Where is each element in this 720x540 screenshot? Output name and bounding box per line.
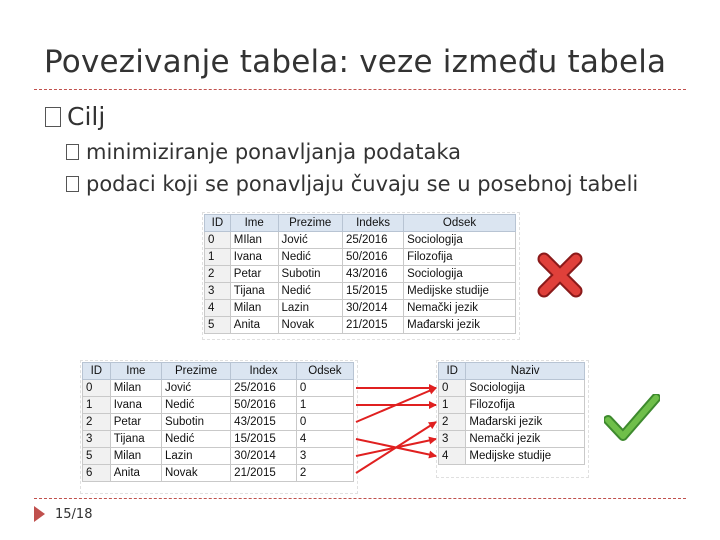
- table-cell: Subotin: [161, 414, 230, 431]
- table-cell: Subotin: [278, 266, 342, 283]
- table-cell: Novak: [278, 317, 342, 334]
- table-cell: Nedić: [278, 249, 342, 266]
- table-cell: Petar: [230, 266, 278, 283]
- table-cell: Milan: [230, 300, 278, 317]
- triangle-marker-icon: [34, 506, 45, 522]
- table-cell: 15/2015: [231, 431, 297, 448]
- table-cell: Sociologija: [466, 380, 585, 397]
- table-cell: Tijana: [110, 431, 161, 448]
- table-cell: Petar: [110, 414, 161, 431]
- table-cell: 30/2014: [342, 300, 403, 317]
- table-cell: 1: [439, 397, 466, 414]
- table-cell: Mađarski jezik: [466, 414, 585, 431]
- table-cell: Anita: [230, 317, 278, 334]
- subbullet-2-text: podaci koji se ponavljaju čuvaju se u posebnoj tabeli: [86, 172, 639, 196]
- column-header: ID: [83, 363, 111, 380]
- table-cell: Milan: [110, 448, 161, 465]
- table-cell: 43/2016: [342, 266, 403, 283]
- table-cell: Filozofija: [404, 249, 516, 266]
- table-cell: Nedić: [161, 431, 230, 448]
- column-header: Ime: [110, 363, 161, 380]
- table-cell: Nedić: [161, 397, 230, 414]
- column-header: Odsek: [404, 215, 516, 232]
- table-cell: 50/2016: [231, 397, 297, 414]
- table-cell: 25/2016: [231, 380, 297, 397]
- table-cell: 2: [439, 414, 466, 431]
- table-cell: Tijana: [230, 283, 278, 300]
- table-cell: 25/2016: [342, 232, 403, 249]
- table-cell: Lazin: [278, 300, 342, 317]
- table-cell: Nemački jezik: [404, 300, 516, 317]
- table-cell: Ivana: [110, 397, 161, 414]
- table-cell: 2: [296, 465, 353, 482]
- table-cell: 1: [205, 249, 231, 266]
- column-header: ID: [205, 215, 231, 232]
- foreign-key-arrow: [356, 422, 436, 473]
- column-header: Index: [231, 363, 297, 380]
- table-cell: 4: [205, 300, 231, 317]
- table-cell: 43/2015: [231, 414, 297, 431]
- table-cell: 3: [205, 283, 231, 300]
- bullet-goal-text: Cilj: [67, 102, 106, 131]
- table-cell: Milan: [110, 380, 161, 397]
- table-cell: Medijske studije: [404, 283, 516, 300]
- table-cell: Sociologija: [404, 266, 516, 283]
- slide-title: Povezivanje tabela: veze između tabela: [44, 44, 667, 80]
- table-cell: Medijske studije: [466, 448, 585, 465]
- table-cell: 2: [205, 266, 231, 283]
- column-header: Prezime: [161, 363, 230, 380]
- table-cell: 1: [296, 397, 353, 414]
- table-cell: 2: [83, 414, 111, 431]
- table-cell: 3: [83, 431, 111, 448]
- table-cell: Filozofija: [466, 397, 585, 414]
- table-cell: 0: [296, 414, 353, 431]
- table-cell: Lazin: [161, 448, 230, 465]
- column-header: Odsek: [296, 363, 353, 380]
- table-cell: 4: [296, 431, 353, 448]
- table-cell: Nedić: [278, 283, 342, 300]
- table-cell: Ivana: [230, 249, 278, 266]
- table-cell: 30/2014: [231, 448, 297, 465]
- column-header: Prezime: [278, 215, 342, 232]
- table-cell: Nemački jezik: [466, 431, 585, 448]
- table-cell: 21/2015: [342, 317, 403, 334]
- table-cell: 0: [205, 232, 231, 249]
- table-cell: 21/2015: [231, 465, 297, 482]
- table-cell: 0: [296, 380, 353, 397]
- table-cell: 3: [296, 448, 353, 465]
- table-cell: Mađarski jezik: [404, 317, 516, 334]
- table-cell: Anita: [110, 465, 161, 482]
- table-cell: 15/2015: [342, 283, 403, 300]
- page-number: 15/18: [55, 506, 93, 522]
- footer-divider: [34, 498, 686, 499]
- subbullet-1-text: minimiziranje ponavljanja podataka: [86, 140, 461, 164]
- table-cell: Novak: [161, 465, 230, 482]
- table-cell: Jović: [161, 380, 230, 397]
- table-cell: MIlan: [230, 232, 278, 249]
- table-cell: 4: [439, 448, 466, 465]
- table-cell: 5: [83, 448, 111, 465]
- column-header: ID: [439, 363, 466, 380]
- table-cell: 5: [205, 317, 231, 334]
- column-header: Indeks: [342, 215, 403, 232]
- table-cell: Sociologija: [404, 232, 516, 249]
- table-cell: 3: [439, 431, 466, 448]
- table-cell: 50/2016: [342, 249, 403, 266]
- slide-footer: [34, 506, 92, 522]
- table-cell: 0: [83, 380, 111, 397]
- column-header: Naziv: [466, 363, 585, 380]
- table-cell: 1: [83, 397, 111, 414]
- table-cell: 6: [83, 465, 111, 482]
- column-header: Ime: [230, 215, 278, 232]
- table-cell: Jović: [278, 232, 342, 249]
- table-cell: 0: [439, 380, 466, 397]
